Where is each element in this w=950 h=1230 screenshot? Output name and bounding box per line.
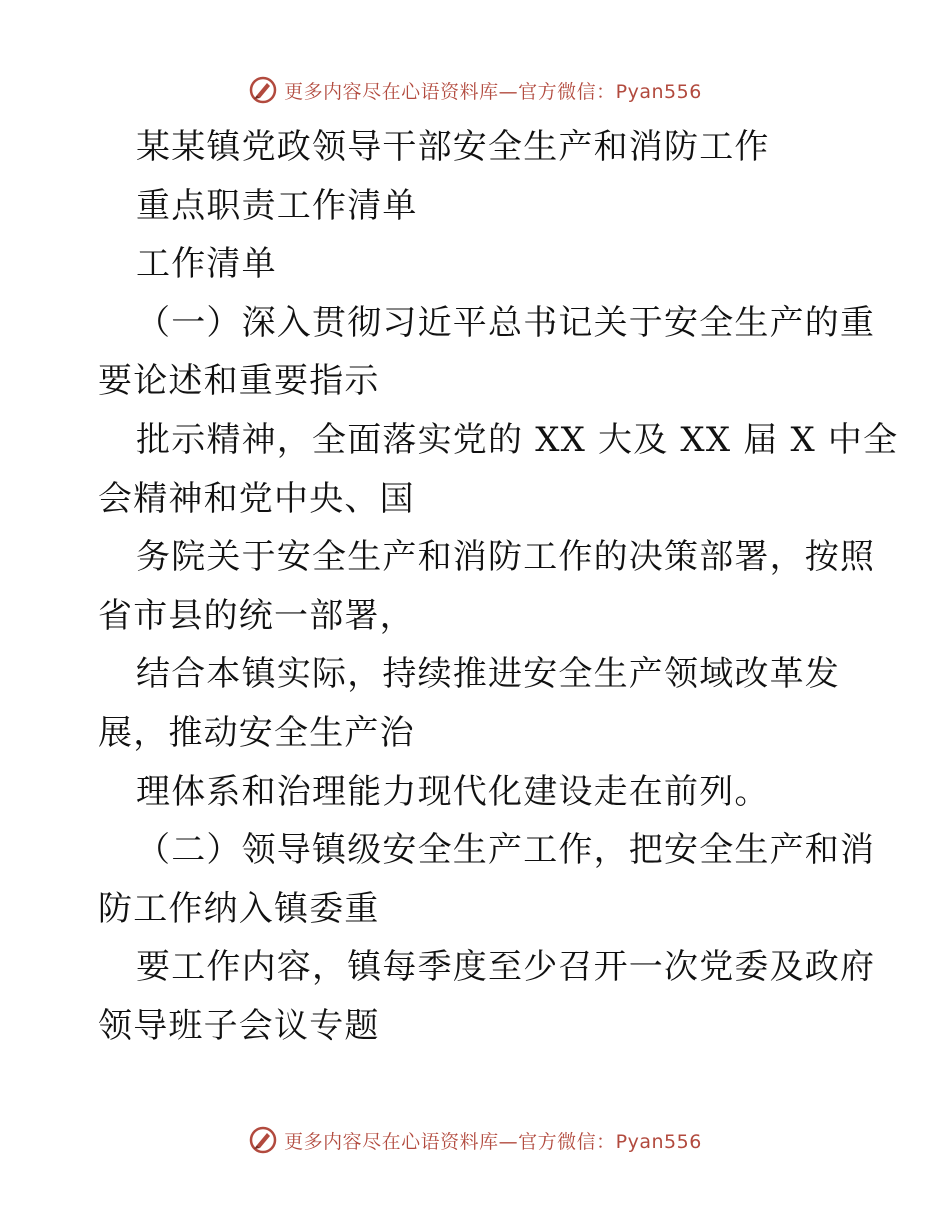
title-line-1: 某某镇党政领导干部安全生产和消防工作 [136,127,770,167]
paragraph-line: 要工作内容，镇每季度至少召开一次党委及政府 [136,947,876,988]
watermark-banner-top [0,70,950,110]
paragraph-line: 防工作纳入镇委重 [98,888,380,929]
pen-quill-logo-icon [248,75,278,105]
paragraph-line: （一）深入贯彻习近平总书记关于安全生产的重 [136,302,876,343]
paragraph-line: 理体系和治理能力现代化建设走在前列。 [136,771,770,812]
document-body [98,118,899,1056]
watermark-text: 更多内容尽在心语资料库—官方微信：Pyan556 [284,1130,702,1153]
watermark-text: 更多内容尽在心语资料库—官方微信：Pyan556 [284,80,702,103]
pen-quill-logo-icon [248,1125,278,1155]
paragraph-line: 结合本镇实际，持续推进安全生产领域改革发 [136,654,840,695]
title-line-2: 重点职责工作清单 [136,185,418,226]
section-heading: 工作清单 [136,244,277,285]
paragraph-line: 展，推动安全生产治 [98,712,415,753]
paragraph-line: 批示精神，全面落实党的 XX 大及 XX 届 X 中全 [136,419,899,460]
paragraph-line: 要论述和重要指示 [98,361,380,402]
paragraph-line: （二）领导镇级安全生产工作，把安全生产和消 [136,830,876,871]
paragraph-line: 省市县的统一部署， [98,595,415,636]
paragraph-line: 务院关于安全生产和消防工作的决策部署，按照 [136,537,876,578]
watermark-banner-bottom [0,1120,950,1160]
paragraph-line: 会精神和党中央、国 [98,478,415,519]
paragraph-line: 领导班子会议专题 [98,1005,380,1046]
